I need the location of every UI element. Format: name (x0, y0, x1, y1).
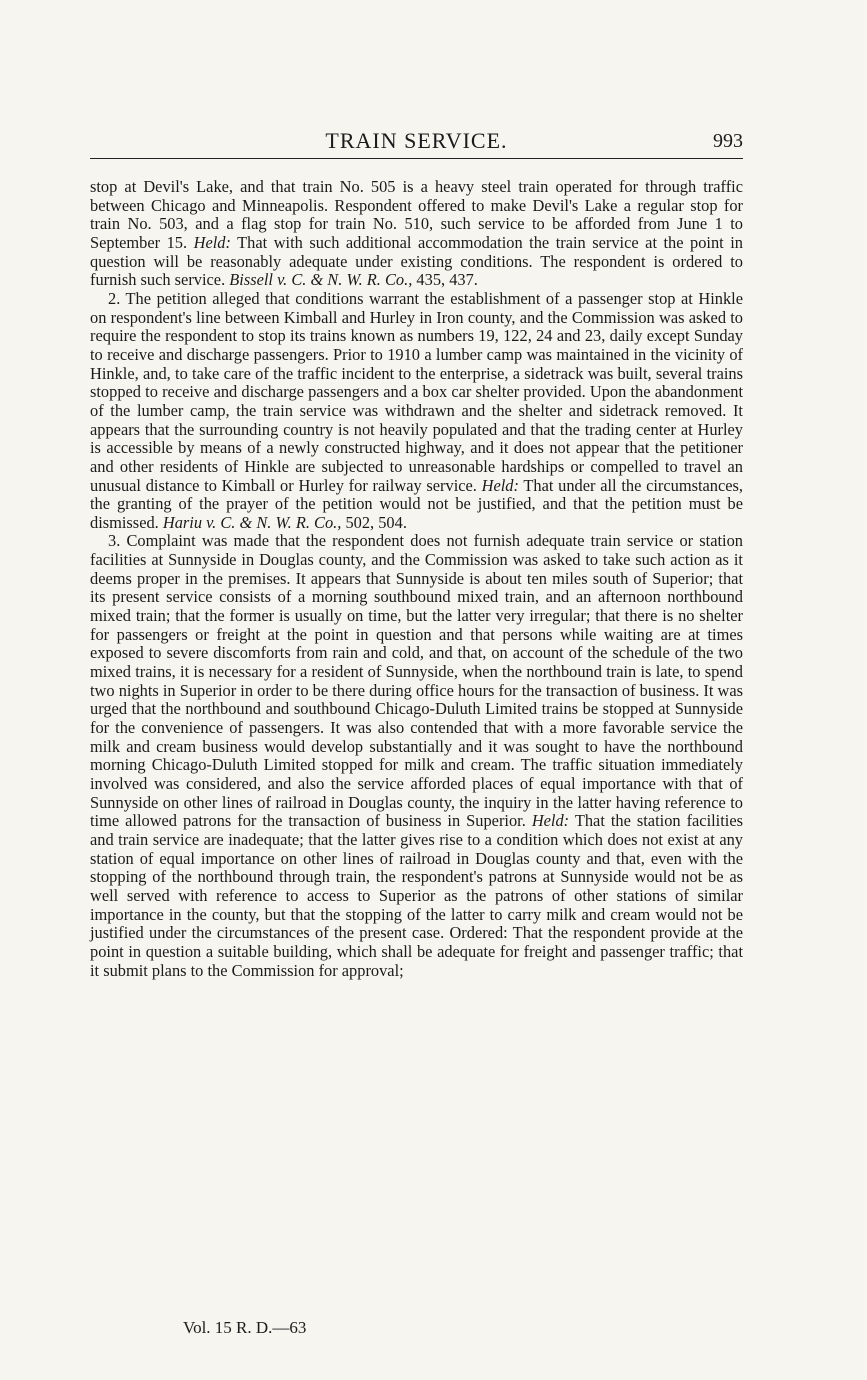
held-label: Held: (481, 475, 519, 495)
running-head: TRAIN SERVICE. (325, 128, 508, 153)
page-body (90, 178, 743, 980)
paragraph-1 (90, 178, 743, 290)
held-label: Held: (193, 232, 231, 252)
case-citation: Bissell v. C. & N. W. R. Co., (229, 270, 413, 290)
signature-mark: Vol. 15 R. D.—63 (183, 1318, 307, 1337)
paragraph-text: 3. Complaint was made that the respondent does not furnish adequate train service or station facilities at Sunnyside in Douglas county, and the Commission was asked to take such action as it deems proper in the premises. It appears that Sunnyside is about ten miles south of Superior; that its present service consists of a morning southbound mixed train, and an afternoon northbound mixed train; that the former is usually on time, but the latter very irregular; that there is no shelter for passengers or freight at the point in question and that persons while waiting are at times exposed to severe discomforts from rain and cold, and that, on account of the schedule of the two mixed trains, it is necessary for a resident of Sunnyside, when the northbound train is late, to spend two nights in Superior in order to be there during office hours for the transaction of business. It was urged that the northbound and southbound Chicago-Duluth Limited trains be stopped at Sunnyside for the convenience of passengers. It was also contended that with a more favorable service the milk and cream business would develop substantially and it was sought to have the northbound morning Chicago-Duluth Limited stopped for milk and cream. The traffic situation immediately involved was considered, and also the service afforded places of equal importance with that of Sunnyside on other lines of railroad in Douglas county, the inquiry in the latter having reference to time allowed patrons for the transaction of business in Superior. (90, 531, 743, 831)
paragraph-text: That the station facilities and train service are inadequate; that the latter gives rise to a condition which does not exist at any station of equal importance on other lines of railroad in Douglas county and that, even with the stopping of the northbound through train, the respondent's patrons at Sunnyside would not be as well served with reference to access to Superior as the patrons of other stations of similar importance in the county, but that the stopping of the latter to carry milk and cream would not be justified under the circumstances of the present case. Ordered: That the respondent provide at the point in question a suitable building, which shall be adequate for freight and passenger traffic; that it submit plans to the Commission for approval; (90, 811, 743, 980)
header-rule (90, 158, 743, 159)
case-citation: Hariu v. C. & N. W. R. Co., (162, 512, 342, 532)
paragraph-2 (90, 290, 743, 533)
paragraph-3 (90, 532, 743, 980)
page-header (90, 128, 743, 156)
paragraph-text: That with such additional accommodation the train service at the point in question will be reasonably adequate under existing conditions. The respondent is ordered to furnish such service. (90, 232, 743, 290)
held-label: Held: (531, 811, 570, 831)
citation-pages: 435, 437. (412, 270, 478, 290)
page-number: 993 (713, 130, 743, 152)
paragraph-text: stop at Devil's Lake, and that train No. 505 is a heavy steel train operated for through traffic between Chicago and Minneapolis. Respondent offered to make Devil's Lake a regular stop for train No. 503, and a flag stop for train No. 510, such service to be afforded from June 1 to September 15. (90, 177, 743, 252)
citation-pages: 502, 504. (341, 512, 407, 532)
paragraph-text: That under all the circumstances, the granting of the prayer of the petition would not be justified, and that the petition must be dismissed. (90, 475, 743, 532)
paragraph-text: 2. The petition alleged that conditions warrant the establishment of a passenger stop at Hinkle on respondent's line between Kimball and Hurley in Iron county, and the Commission was asked to require the respondent to stop its trains known as numbers 19, 122, 24 and 23, daily except Sunday to receive and discharge passengers. Prior to 1910 a lumber camp was maintained in the vicinity of Hinkle, and, to take care of the traffic incident to the enterprise, a sidetrack was built, several trains stopped to receive and discharge passengers and a box car shelter provided. Upon the abandonment of the lumber camp, the train service was withdrawn and the shelter and sidetrack removed. It appears that the surrounding country is not heavily populated and that the trading center at Hurley is accessible by means of a newly constructed highway, and it does not appear that the petitioner and other residents of Hinkle are subjected to unreasonable hardships or compelled to travel an unusual distance to Kimball or Hurley for railway service. (90, 288, 743, 495)
